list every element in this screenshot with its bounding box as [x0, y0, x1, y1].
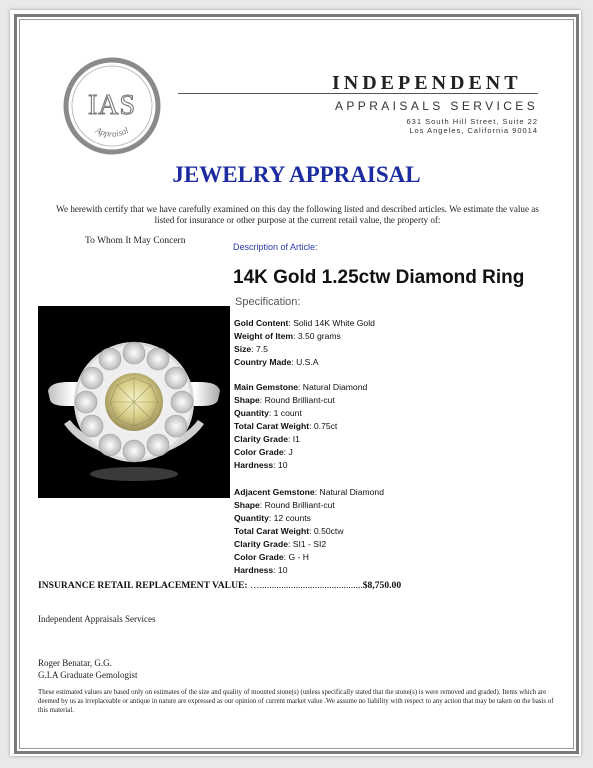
certification-text: We herewith certify that we have carefully examined on this day the following listed and described articles. We estimate the value as listed for insurance or other purpose at the current retail value, the property of:: [56, 204, 539, 225]
spec-value: 10: [277, 460, 288, 470]
description-label: Description of Article:: [233, 242, 318, 252]
ring-photo: [38, 306, 230, 498]
spec-value: U.S.A: [296, 357, 319, 367]
spec-key: Shape: [234, 500, 260, 510]
spec-value: 0.50ctw: [313, 526, 344, 536]
spec-key: Quantity: [234, 408, 269, 418]
address-line-1: 631 South Hill Street, Suite 22: [406, 117, 538, 126]
spec-group-adjacent-gemstone: [234, 486, 384, 577]
ias-logo: [62, 56, 162, 156]
logo-arc-text: Appraisal: [94, 125, 130, 139]
spec-key: Size: [234, 344, 252, 354]
spec-key: Quantity: [234, 513, 269, 523]
spec-value: 3.50 grams: [297, 331, 341, 341]
spec-row: Clarity Grade: I1: [234, 434, 300, 444]
spec-key: Weight of Item: [234, 331, 294, 341]
spec-row: Shape: Round Brilliant-cut: [234, 395, 335, 405]
spec-row: Shape: Round Brilliant-cut: [234, 500, 335, 510]
spec-value: G - H: [288, 552, 309, 562]
spec-row: Country Made: U.S.A: [234, 357, 319, 367]
company-name: INDEPENDENT: [332, 72, 522, 94]
spec-value: SI1 - SI2: [292, 539, 327, 549]
signature-block: [38, 658, 137, 681]
recipient: To Whom It May Concern: [85, 236, 186, 246]
spec-value: Natural Diamond: [319, 487, 384, 497]
logo-monogram: IAS: [87, 90, 137, 121]
spec-row: Hardness: 10: [234, 460, 288, 470]
insurance-leader-dots: …...........................................: [250, 580, 363, 591]
spec-key: Hardness: [234, 565, 274, 575]
insurance-value-line: [38, 580, 401, 591]
spec-row: Quantity: 1 count: [234, 408, 302, 418]
spec-key: Main Gemstone: [234, 382, 298, 392]
spec-row: Color Grade: J: [234, 447, 293, 457]
spec-group-main-gemstone: [234, 381, 367, 472]
header-rule: [178, 93, 538, 94]
spec-key: Color Grade: [234, 552, 284, 562]
spec-key: Gold Content: [234, 318, 289, 328]
spec-row: Total Carat Weight: 0.75ct: [234, 421, 338, 431]
svg-text:Appraisal: [93, 125, 130, 139]
spec-row: Adjacent Gemstone: Natural Diamond: [234, 487, 384, 497]
spec-group-gold: [234, 317, 375, 369]
spec-value: 12 counts: [273, 513, 311, 523]
spec-value: Round Brilliant-cut: [264, 500, 335, 510]
document-title: JEWELRY APPRAISAL: [172, 162, 421, 187]
spec-row: Color Grade: G - H: [234, 552, 309, 562]
spec-value: Natural Diamond: [302, 382, 368, 392]
spec-row: Clarity Grade: SI1 - SI2: [234, 539, 327, 549]
spec-key: Clarity Grade: [234, 434, 288, 444]
spec-key: Shape: [234, 395, 260, 405]
spec-row: Quantity: 12 counts: [234, 513, 311, 523]
spec-key: Color Grade: [234, 447, 284, 457]
spec-key: Clarity Grade: [234, 539, 288, 549]
spec-row: Hardness: 10: [234, 565, 288, 575]
specification-label: Specification:: [235, 296, 301, 308]
spec-value: 10: [277, 565, 288, 575]
spec-value: Solid 14K White Gold: [293, 318, 375, 328]
spec-key: Total Carat Weight: [234, 421, 310, 431]
spec-key: Hardness: [234, 460, 274, 470]
spec-value: J: [288, 447, 293, 457]
spec-key: Adjacent Gemstone: [234, 487, 315, 497]
spec-row: Total Carat Weight: 0.50ctw: [234, 526, 344, 536]
spec-row: Main Gemstone: Natural Diamond: [234, 382, 368, 392]
spec-row: Gold Content: Solid 14K White Gold: [234, 318, 375, 328]
insurance-value: $8,750.00: [362, 580, 402, 591]
spec-key: Country Made: [234, 357, 292, 367]
company-footer: Independent Appraisals Services: [38, 614, 156, 624]
spec-value: 1 count: [273, 408, 302, 418]
item-title: 14K Gold 1.25ctw Diamond Ring: [233, 267, 525, 288]
spec-value: 0.75ct: [313, 421, 338, 431]
signer-title: G.I.A Graduate Gemologist: [38, 669, 138, 680]
insurance-label: INSURANCE RETAIL REPLACEMENT VALUE:: [38, 580, 248, 591]
spec-row: Weight of Item: 3.50 grams: [234, 331, 341, 341]
spec-value: 7.5: [255, 344, 268, 354]
company-subtitle: APPRAISALS SERVICES: [335, 99, 539, 113]
address-line-2: Los Angeles, California 90014: [409, 126, 538, 135]
spec-value: Round Brilliant-cut: [264, 395, 335, 405]
spec-value: I1: [292, 434, 300, 444]
disclaimer: These estimated values are based only on estimates of the size and quality of mounted stone(s) (unless specifically stated that the stone(s) is were removed and graded). Items which are deemed by us as irreplaceable or antique in nature are expressed as our opinion of current market value .We assume no liability with respect to any action that may be taken on the basis of this material.: [38, 689, 554, 714]
spec-row: Size: 7.5: [234, 344, 268, 354]
signer-name: Roger Benatar, G.G.: [38, 658, 112, 668]
spec-key: Total Carat Weight: [234, 526, 310, 536]
